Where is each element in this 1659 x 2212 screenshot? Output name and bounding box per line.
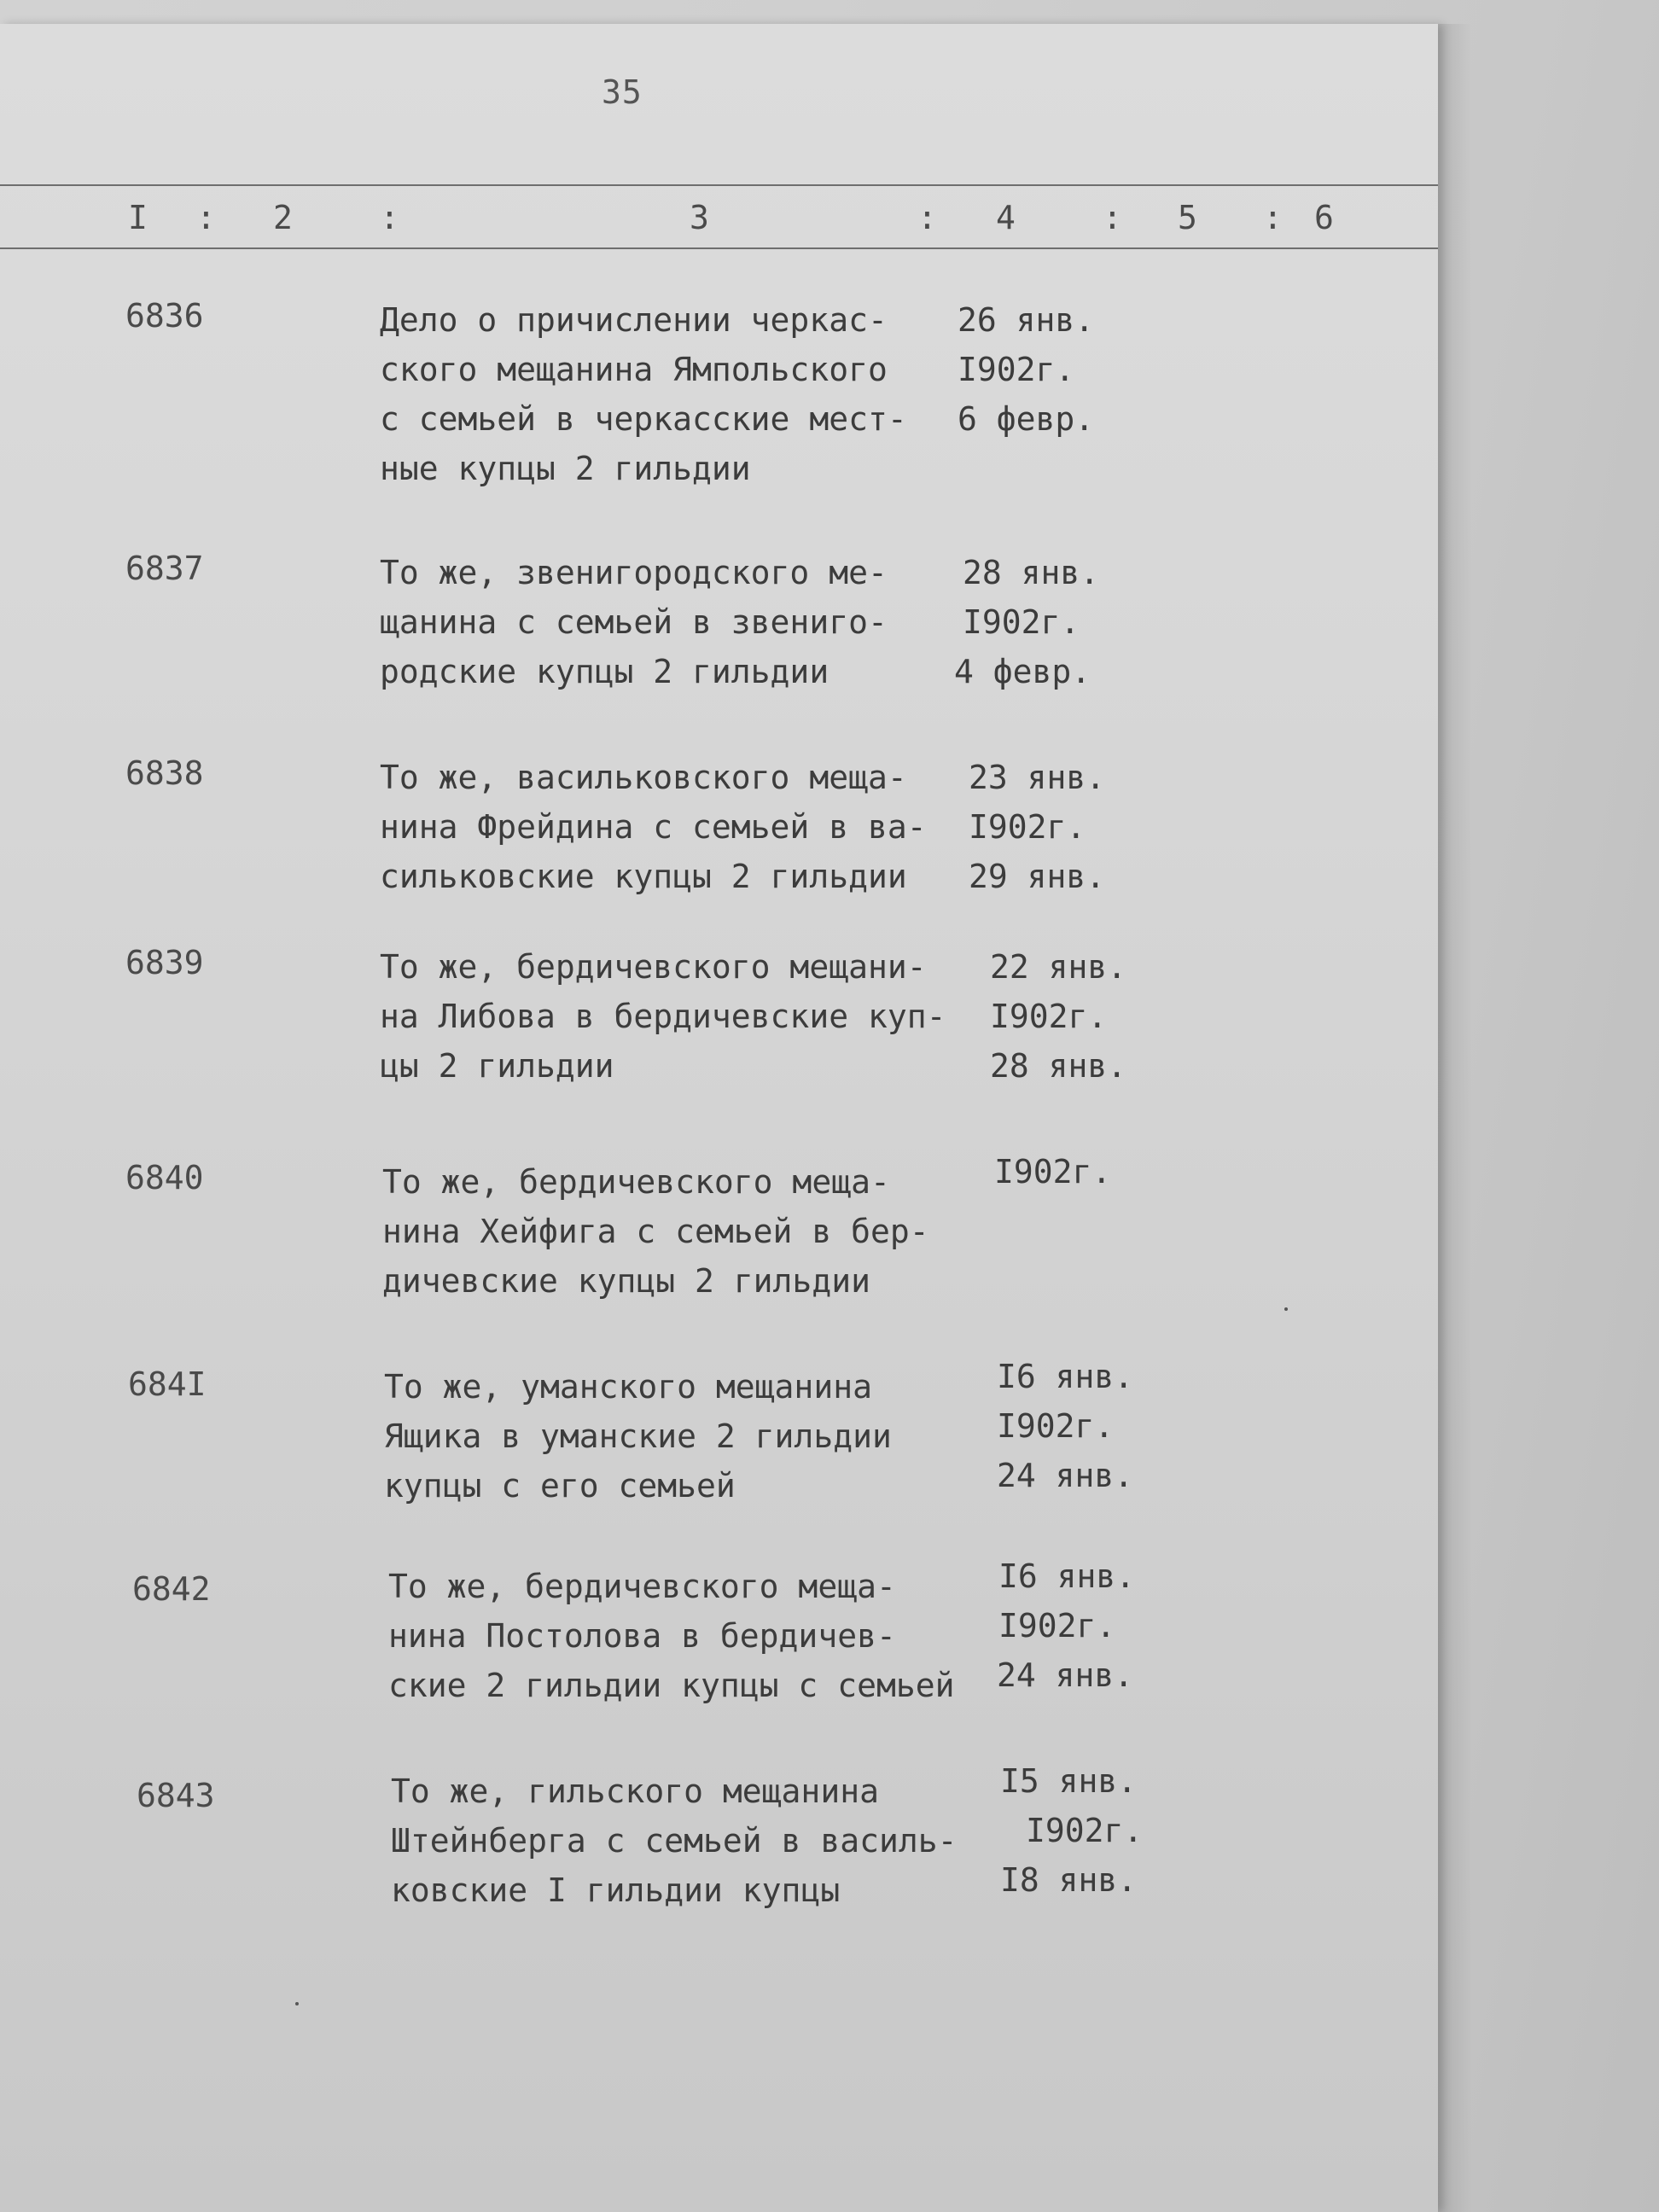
description-line: ные купцы 2 гильдии bbox=[380, 450, 751, 487]
date-line: 29 янв. bbox=[969, 858, 1106, 895]
entry-description bbox=[380, 295, 907, 493]
date-line: 6 февр. bbox=[958, 400, 1095, 438]
description-line: То же, звенигородского ме- bbox=[380, 554, 888, 591]
column-header-4: 4 bbox=[996, 199, 1016, 236]
entry-number: 6838 bbox=[125, 754, 204, 792]
page-number: 35 bbox=[602, 73, 643, 111]
entry-number: 6836 bbox=[125, 297, 204, 335]
description-line: родские купцы 2 гильдии bbox=[380, 653, 830, 690]
description-line: нина Постолова в бердичев- bbox=[388, 1617, 896, 1655]
column-header-2: 2 bbox=[273, 199, 293, 236]
column-separator: : bbox=[1103, 199, 1122, 236]
entry-dates bbox=[990, 942, 1126, 1091]
description-line: нина Фрейдина с семьей в ва- bbox=[380, 808, 927, 846]
description-line: То же, уманского мещанина bbox=[384, 1368, 872, 1406]
date-line: 26 янв. bbox=[958, 301, 1095, 339]
date-line: I902г. bbox=[1026, 1812, 1144, 1849]
column-header-6: 6 bbox=[1314, 199, 1334, 236]
date-line: I902г. bbox=[958, 351, 1075, 388]
paper-speck bbox=[295, 2002, 299, 2005]
description-line: То же, бердичевского меща- bbox=[388, 1568, 896, 1605]
entry-number: 6837 bbox=[125, 550, 204, 587]
entry-description bbox=[382, 1157, 929, 1306]
entry-description bbox=[380, 753, 927, 901]
entry-dates bbox=[958, 295, 1094, 444]
date-line: I902г. bbox=[969, 808, 1086, 846]
date-line: 24 янв. bbox=[997, 1656, 1134, 1694]
description-line: Штейнберга с семьей в василь- bbox=[391, 1822, 958, 1860]
description-line: То же, васильковского меща- bbox=[380, 759, 907, 796]
date-line: 24 янв. bbox=[997, 1457, 1134, 1494]
date-line: I8 янв. bbox=[1000, 1861, 1138, 1899]
column-header-1: I bbox=[128, 199, 148, 236]
date-line: I6 янв. bbox=[997, 1358, 1134, 1395]
date-line: I902г. bbox=[997, 1407, 1115, 1445]
description-line: дичевские купцы 2 гильдии bbox=[382, 1262, 870, 1300]
description-line: сильковские купцы 2 гильдии bbox=[380, 858, 907, 895]
entry-number: 6839 bbox=[125, 944, 204, 981]
entry-dates bbox=[994, 1147, 1111, 1196]
description-line: То же, бердичевского мещани- bbox=[380, 948, 927, 986]
entry-number: 6843 bbox=[137, 1777, 215, 1814]
document-page bbox=[0, 24, 1438, 2212]
entry-dates bbox=[998, 1551, 1135, 1700]
column-header-5: 5 bbox=[1178, 199, 1197, 236]
description-line: ские 2 гильдии купцы с семьей bbox=[388, 1667, 955, 1704]
date-line: I902г. bbox=[998, 1607, 1116, 1644]
entry-description bbox=[388, 1562, 954, 1710]
column-separator: : bbox=[917, 199, 937, 236]
description-line: на Либова в бердичевские куп- bbox=[380, 998, 946, 1035]
description-line: То же, бердичевского меща- bbox=[382, 1163, 890, 1201]
column-separator: : bbox=[1263, 199, 1283, 236]
date-line: I6 янв. bbox=[998, 1557, 1136, 1595]
entry-number: 6840 bbox=[125, 1159, 204, 1196]
entry-dates bbox=[954, 548, 1100, 696]
entry-dates bbox=[1000, 1756, 1143, 1905]
date-line: 28 янв. bbox=[990, 1047, 1127, 1085]
entry-description bbox=[384, 1362, 892, 1511]
description-line: щанина с семьей в звениго- bbox=[380, 603, 888, 641]
description-line: Ящика в уманские 2 гильдии bbox=[384, 1417, 892, 1455]
description-line: купцы с его семьей bbox=[384, 1467, 736, 1505]
entry-number: 6842 bbox=[132, 1570, 211, 1608]
description-line: с семьей в черкасские мест- bbox=[380, 400, 907, 438]
description-line: Дело о причислении черкас- bbox=[380, 301, 888, 339]
date-line: 22 янв. bbox=[990, 948, 1127, 986]
description-line: цы 2 гильдии bbox=[380, 1047, 614, 1085]
date-line: I902г. bbox=[994, 1153, 1112, 1190]
date-line: 4 февр. bbox=[954, 653, 1091, 690]
entry-dates bbox=[969, 753, 1105, 901]
sheet-shadow bbox=[1438, 24, 1472, 2212]
entry-description bbox=[380, 548, 888, 696]
description-line: ского мещанина Ямпольского bbox=[380, 351, 888, 388]
date-line: I902г. bbox=[963, 603, 1080, 641]
date-line: 28 янв. bbox=[963, 554, 1100, 591]
table-header-bottom-rule bbox=[0, 247, 1438, 249]
column-separator: : bbox=[380, 199, 399, 236]
entry-number: 684I bbox=[128, 1365, 207, 1403]
date-line: 23 янв. bbox=[969, 759, 1106, 796]
date-line: I902г. bbox=[990, 998, 1108, 1035]
column-separator: : bbox=[196, 199, 216, 236]
table-header-top-rule bbox=[0, 184, 1438, 186]
description-line: То же, гильского мещанина bbox=[391, 1773, 879, 1810]
column-header-3: 3 bbox=[690, 199, 709, 236]
entry-dates bbox=[997, 1352, 1133, 1500]
entry-description bbox=[391, 1767, 957, 1915]
description-line: ковские I гильдии купцы bbox=[391, 1871, 841, 1909]
entry-description bbox=[380, 942, 946, 1091]
description-line: нина Хейфига с семьей в бер- bbox=[382, 1213, 929, 1250]
paper-speck bbox=[1284, 1307, 1288, 1311]
date-line: I5 янв. bbox=[1000, 1762, 1138, 1800]
